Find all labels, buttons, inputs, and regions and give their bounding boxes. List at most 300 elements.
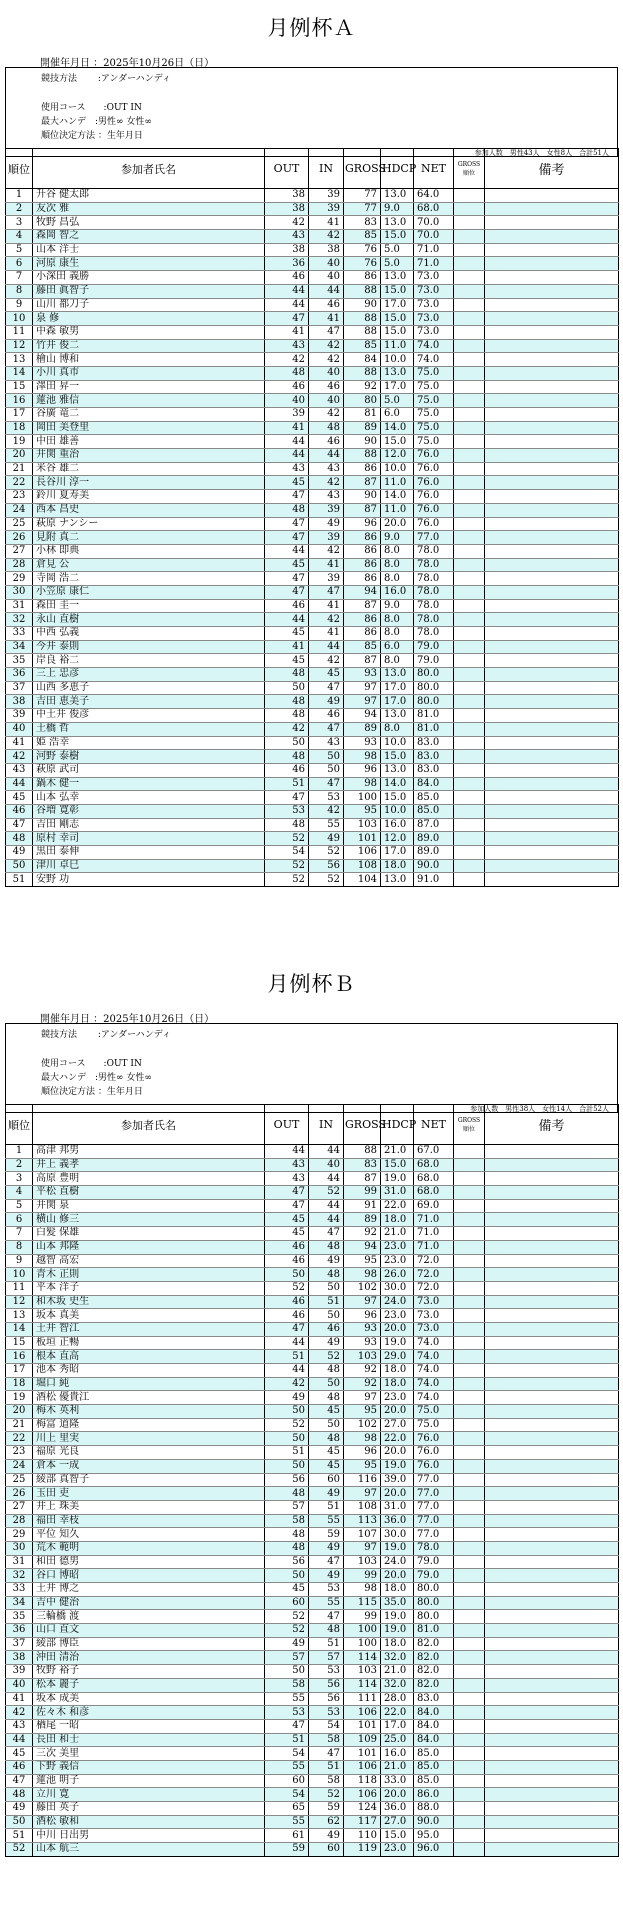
hdcp-cell: 6.0: [381, 408, 414, 422]
gross-rank-cell: [454, 763, 485, 777]
net-cell: 83.0: [414, 736, 454, 750]
gross-rank-cell: [454, 818, 485, 832]
remarks-cell: [485, 1473, 619, 1487]
out-cell: 38: [265, 189, 309, 203]
gross-cell: 86: [344, 572, 381, 586]
name-cell: 小林 即典: [33, 544, 265, 558]
rank-cell: 34: [6, 1596, 33, 1610]
rank-cell: 2: [6, 202, 33, 216]
out-cell: 38: [265, 243, 309, 257]
gross-rank-cell: [454, 1788, 485, 1802]
in-cell: 44: [309, 640, 344, 654]
out-cell: 51: [265, 1446, 309, 1460]
gross-cell: 104: [344, 873, 381, 887]
gross-cell: 96: [344, 763, 381, 777]
gross-cell: 87: [344, 1172, 381, 1186]
remarks-cell: [485, 1446, 619, 1460]
remarks-cell: [485, 873, 619, 887]
gross-cell: 86: [344, 271, 381, 285]
name-cell: 河野 泰樹: [33, 750, 265, 764]
out-cell: 47: [265, 1186, 309, 1200]
in-cell: 59: [309, 1802, 344, 1816]
table-row: [6, 1665, 619, 1679]
net-cell: 78.0: [414, 558, 454, 572]
remarks-cell: [485, 325, 619, 339]
rank-cell: 8: [6, 284, 33, 298]
name-cell: 土井 智江: [33, 1322, 265, 1336]
remarks-cell: [485, 832, 619, 846]
in-cell: 51: [309, 1295, 344, 1309]
remarks-cell: [485, 1172, 619, 1186]
remarks-cell: [485, 1213, 619, 1227]
gross-rank-cell: [454, 1227, 485, 1241]
remarks-cell: [485, 312, 619, 326]
rank-cell: 13: [6, 353, 33, 367]
out-cell: 43: [265, 1158, 309, 1172]
name-cell: 岡田 美登里: [33, 421, 265, 435]
table-row: [6, 722, 619, 736]
gross-cell: 102: [344, 1418, 381, 1432]
name-cell: 山本 弘幸: [33, 791, 265, 805]
out-cell: 47: [265, 1322, 309, 1336]
net-cell: 68.0: [414, 1172, 454, 1186]
in-cell: 57: [309, 1651, 344, 1665]
gross-rank-cell: [454, 1364, 485, 1378]
gross-cell: 101: [344, 1747, 381, 1761]
gross-rank-cell: [454, 1172, 485, 1186]
name-cell: 福原 光良: [33, 1446, 265, 1460]
gross-rank-cell: [454, 1802, 485, 1816]
remarks-cell: [485, 1186, 619, 1200]
table-row: [6, 1678, 619, 1692]
rank-cell: 10: [6, 1268, 33, 1282]
hdcp-cell: 22.0: [381, 1199, 414, 1213]
name-cell: 平本 洋子: [33, 1281, 265, 1295]
in-cell: 44: [309, 449, 344, 463]
hdcp-cell: 15.0: [381, 1158, 414, 1172]
remarks-cell: [485, 1815, 619, 1829]
in-cell: 49: [309, 1541, 344, 1555]
net-cell: 78.0: [414, 585, 454, 599]
rank-cell: 26: [6, 1487, 33, 1501]
in-cell: 51: [309, 1637, 344, 1651]
remarks-cell: [485, 681, 619, 695]
gross-rank-cell: [454, 1199, 485, 1213]
out-cell: 50: [265, 681, 309, 695]
gross-rank-cell: [454, 681, 485, 695]
gross-cell: 89: [344, 722, 381, 736]
remarks-cell: [485, 1541, 619, 1555]
name-cell: 蓮池 雅信: [33, 394, 265, 408]
gross-cell: 106: [344, 1760, 381, 1774]
out-cell: 45: [265, 476, 309, 490]
in-cell: 53: [309, 1583, 344, 1597]
name-cell: 牧野 昌弘: [33, 216, 265, 230]
gross-rank-cell: [454, 599, 485, 613]
out-header: OUT: [265, 149, 309, 189]
out-cell: 52: [265, 873, 309, 887]
name-cell: 友次 雅: [33, 202, 265, 216]
remarks-cell: [485, 271, 619, 285]
results-table: [5, 1104, 619, 1857]
rank-cell: 18: [6, 421, 33, 435]
gross-rank-cell: [454, 750, 485, 764]
gross-cell: 90: [344, 298, 381, 312]
rank-cell: 31: [6, 1555, 33, 1569]
name-cell: 山本 洋士: [33, 243, 265, 257]
out-cell: 54: [265, 846, 309, 860]
hdcp-cell: 13.0: [381, 271, 414, 285]
gross-cell: 113: [344, 1514, 381, 1528]
rank-cell: 44: [6, 777, 33, 791]
remarks-cell: [485, 257, 619, 271]
rank-cell: 43: [6, 763, 33, 777]
gross-rank-cell: [454, 189, 485, 203]
remarks-cell: [485, 366, 619, 380]
gross-rank-cell: [454, 1473, 485, 1487]
hdcp-cell: 10.0: [381, 353, 414, 367]
in-cell: 42: [309, 544, 344, 558]
hdcp-cell: 23.0: [381, 1391, 414, 1405]
gross-cell: 103: [344, 1665, 381, 1679]
remarks-cell: [485, 585, 619, 599]
remarks-cell: [485, 1227, 619, 1241]
name-cell: 川上 里実: [33, 1432, 265, 1446]
out-cell: 36: [265, 257, 309, 271]
gross-cell: 108: [344, 859, 381, 873]
remarks-cell: [485, 517, 619, 531]
gross-rank-cell: [454, 503, 485, 517]
hdcp-cell: 5.0: [381, 257, 414, 271]
net-cell: 85.0: [414, 1747, 454, 1761]
net-cell: 73.0: [414, 1295, 454, 1309]
participant-counts: 参加人数 男性38人 女性14人 合計52人: [470, 1105, 609, 1113]
net-cell: 76.0: [414, 1432, 454, 1446]
out-cell: 52: [265, 1281, 309, 1295]
in-cell: 50: [309, 1377, 344, 1391]
out-cell: 58: [265, 1678, 309, 1692]
name-cell: 倉見 公: [33, 558, 265, 572]
out-cell: 55: [265, 1815, 309, 1829]
page-title: 月例杯Ｂ: [267, 972, 356, 996]
net-cell: 75.0: [414, 366, 454, 380]
net-cell: 69.0: [414, 1199, 454, 1213]
in-cell: 58: [309, 1733, 344, 1747]
gross-cell: 119: [344, 1843, 381, 1857]
name-cell: 萩原 武司: [33, 763, 265, 777]
hdcp-cell: 23.0: [381, 1843, 414, 1857]
remarks-header: 備考: [485, 149, 619, 189]
in-cell: 41: [309, 312, 344, 326]
name-cell: 鈴川 夏寿美: [33, 490, 265, 504]
remarks-cell: [485, 1254, 619, 1268]
name-cell: 森田 圭一: [33, 599, 265, 613]
rank-cell: 43: [6, 1719, 33, 1733]
rank-cell: 15: [6, 380, 33, 394]
out-cell: 48: [265, 1541, 309, 1555]
net-cell: 77.0: [414, 1500, 454, 1514]
remarks-cell: [485, 476, 619, 490]
hdcp-cell: 8.0: [381, 722, 414, 736]
hdcp-cell: 21.0: [381, 1665, 414, 1679]
out-cell: 55: [265, 1692, 309, 1706]
name-header: 参加者氏名: [33, 149, 265, 189]
remarks-cell: [485, 1651, 619, 1665]
hdcp-cell: 13.0: [381, 668, 414, 682]
remarks-cell: [485, 599, 619, 613]
in-cell: 53: [309, 1706, 344, 1720]
in-cell: 44: [309, 1172, 344, 1186]
out-cell: 51: [265, 777, 309, 791]
net-cell: 83.0: [414, 763, 454, 777]
table-row: [6, 380, 619, 394]
remarks-cell: [485, 1637, 619, 1651]
gross-rank-cell: [454, 1145, 485, 1159]
in-cell: 43: [309, 736, 344, 750]
rank-cell: 25: [6, 1473, 33, 1487]
net-cell: 83.0: [414, 1692, 454, 1706]
in-cell: 48: [309, 1268, 344, 1282]
remarks-cell: [485, 1692, 619, 1706]
table-row: [6, 1569, 619, 1583]
rank-cell: 30: [6, 585, 33, 599]
net-cell: 73.0: [414, 325, 454, 339]
in-cell: 47: [309, 681, 344, 695]
hdcp-cell: 23.0: [381, 1254, 414, 1268]
name-cell: 谷増 寛彰: [33, 804, 265, 818]
gross-rank-cell: [454, 312, 485, 326]
table-row: [6, 230, 619, 244]
name-cell: 藤田 英子: [33, 1802, 265, 1816]
gross-cell: 87: [344, 654, 381, 668]
hdcp-cell: 20.0: [381, 1487, 414, 1501]
net-cell: 84.0: [414, 1719, 454, 1733]
net-cell: 70.0: [414, 230, 454, 244]
table-row: [6, 873, 619, 887]
gross-cell: 98: [344, 1268, 381, 1282]
gross-rank-cell: [454, 325, 485, 339]
net-cell: 82.0: [414, 1637, 454, 1651]
out-cell: 57: [265, 1651, 309, 1665]
rank-cell: 13: [6, 1309, 33, 1323]
rank-cell: 9: [6, 1254, 33, 1268]
table-body: [6, 1145, 619, 1857]
hdcp-cell: 15.0: [381, 284, 414, 298]
name-cell: 梅木 英利: [33, 1405, 265, 1419]
out-cell: 47: [265, 517, 309, 531]
net-cell: 81.0: [414, 1624, 454, 1638]
in-cell: 53: [309, 791, 344, 805]
hdcp-cell: 19.0: [381, 1336, 414, 1350]
table-row: [6, 449, 619, 463]
gross-rank-cell: [454, 1309, 485, 1323]
hdcp-cell: 14.0: [381, 777, 414, 791]
net-cell: 79.0: [414, 654, 454, 668]
name-cell: 玉田 吏: [33, 1487, 265, 1501]
gross-rank-cell: [454, 339, 485, 353]
out-cell: 45: [265, 558, 309, 572]
hdcp-cell: 19.0: [381, 1172, 414, 1186]
table-row: [6, 189, 619, 203]
hdcp-cell: 17.0: [381, 1719, 414, 1733]
rank-cell: 41: [6, 1692, 33, 1706]
gross-cell: 101: [344, 1719, 381, 1733]
remarks-cell: [485, 1569, 619, 1583]
hdcp-cell: 17.0: [381, 298, 414, 312]
table-row: [6, 271, 619, 285]
net-cell: 76.0: [414, 517, 454, 531]
hdcp-cell: 8.0: [381, 613, 414, 627]
net-cell: 82.0: [414, 1665, 454, 1679]
out-cell: 48: [265, 709, 309, 723]
in-cell: 51: [309, 1500, 344, 1514]
name-cell: 松本 麗子: [33, 1678, 265, 1692]
hdcp-cell: 32.0: [381, 1678, 414, 1692]
hdcp-cell: 17.0: [381, 846, 414, 860]
table-row: [6, 1405, 619, 1419]
name-cell: 井上 珠美: [33, 1500, 265, 1514]
out-cell: 48: [265, 366, 309, 380]
rank-cell: 1: [6, 189, 33, 203]
gross-cell: 83: [344, 1158, 381, 1172]
name-cell: 綾部 博臣: [33, 1637, 265, 1651]
hdcp-cell: 17.0: [381, 695, 414, 709]
in-cell: 41: [309, 216, 344, 230]
table-row: [6, 572, 619, 586]
hdcp-cell: 19.0: [381, 1541, 414, 1555]
in-cell: 48: [309, 1364, 344, 1378]
in-cell: 51: [309, 1760, 344, 1774]
table-row: [6, 462, 619, 476]
gross-cell: 99: [344, 1569, 381, 1583]
out-cell: 50: [265, 1268, 309, 1282]
out-cell: 54: [265, 1788, 309, 1802]
gross-cell: 88: [344, 312, 381, 326]
gross-cell: 94: [344, 585, 381, 599]
remarks-cell: [485, 1706, 619, 1720]
gross-rank-cell: [454, 1541, 485, 1555]
table-row: [6, 1706, 619, 1720]
table-row: [6, 1158, 619, 1172]
gross-cell: 118: [344, 1774, 381, 1788]
name-cell: 板垣 正暢: [33, 1336, 265, 1350]
gross-cell: 102: [344, 1281, 381, 1295]
gross-cell: 77: [344, 202, 381, 216]
rank-cell: 7: [6, 271, 33, 285]
table-row: [6, 558, 619, 572]
out-cell: 47: [265, 791, 309, 805]
remarks-cell: [485, 339, 619, 353]
remarks-cell: [485, 449, 619, 463]
table-row: [6, 1719, 619, 1733]
hdcp-cell: 13.0: [381, 873, 414, 887]
net-cell: 79.0: [414, 1555, 454, 1569]
net-cell: 64.0: [414, 189, 454, 203]
remarks-cell: [485, 1295, 619, 1309]
table-row: [6, 1281, 619, 1295]
gross-rank-cell: [454, 709, 485, 723]
table-row: [6, 1459, 619, 1473]
name-cell: 越智 高宏: [33, 1254, 265, 1268]
name-cell: 蓮池 明子: [33, 1774, 265, 1788]
rank-cell: 22: [6, 1432, 33, 1446]
rank-cell: 3: [6, 216, 33, 230]
in-cell: 47: [309, 1747, 344, 1761]
hdcp-cell: 15.0: [381, 230, 414, 244]
in-cell: 55: [309, 1596, 344, 1610]
in-cell: 45: [309, 668, 344, 682]
table-row: [6, 750, 619, 764]
gross-rank-cell: [454, 216, 485, 230]
gross-rank-cell: [454, 1596, 485, 1610]
out-header: OUT: [265, 1105, 309, 1145]
table-row: [6, 1555, 619, 1569]
remarks-cell: [485, 722, 619, 736]
name-cell: 佐々木 和彦: [33, 1706, 265, 1720]
gross-cell: 92: [344, 380, 381, 394]
rank-cell: 39: [6, 1665, 33, 1679]
table-row: [6, 1583, 619, 1597]
rank-cell: 42: [6, 1706, 33, 1720]
rank-cell: 44: [6, 1733, 33, 1747]
in-cell: 44: [309, 284, 344, 298]
hdcp-cell: 36.0: [381, 1802, 414, 1816]
out-cell: 40: [265, 394, 309, 408]
in-cell: 55: [309, 818, 344, 832]
net-cell: 78.0: [414, 544, 454, 558]
name-cell: 萩原 ナンシー: [33, 517, 265, 531]
hdcp-cell: 29.0: [381, 1350, 414, 1364]
name-cell: 山本 航三: [33, 1843, 265, 1857]
gross-rank-cell: [454, 243, 485, 257]
gross-rank-cell: [454, 1665, 485, 1679]
net-header: NET: [414, 1105, 454, 1145]
results-table: [5, 148, 619, 887]
table-row: [6, 503, 619, 517]
name-cell: 三輪橋 渡: [33, 1610, 265, 1624]
hdcp-cell: 10.0: [381, 804, 414, 818]
out-cell: 41: [265, 325, 309, 339]
out-cell: 47: [265, 1719, 309, 1733]
gross-rank-cell: [454, 873, 485, 887]
remarks-cell: [485, 640, 619, 654]
net-cell: 77.0: [414, 1473, 454, 1487]
gross-rank-cell: [454, 1706, 485, 1720]
rank-cell: 16: [6, 394, 33, 408]
hdcp-cell: 18.0: [381, 1377, 414, 1391]
remarks-cell: [485, 1719, 619, 1733]
out-cell: 49: [265, 1391, 309, 1405]
gross-cell: 80: [344, 394, 381, 408]
gross-rank-cell: [454, 1829, 485, 1843]
remarks-cell: [485, 1514, 619, 1528]
rank-cell: 19: [6, 435, 33, 449]
gross-rank-cell: [454, 654, 485, 668]
rank-cell: 36: [6, 668, 33, 682]
net-cell: 81.0: [414, 709, 454, 723]
gross-cell: 92: [344, 1377, 381, 1391]
rank-cell: 49: [6, 846, 33, 860]
gross-cell: 97: [344, 695, 381, 709]
table-row: [6, 1145, 619, 1159]
hdcp-cell: 11.0: [381, 503, 414, 517]
in-cell: 50: [309, 763, 344, 777]
hdcp-cell: 15.0: [381, 312, 414, 326]
hdcp-cell: 19.0: [381, 1459, 414, 1473]
in-cell: 39: [309, 531, 344, 545]
rank-cell: 20: [6, 449, 33, 463]
remarks-cell: [485, 462, 619, 476]
